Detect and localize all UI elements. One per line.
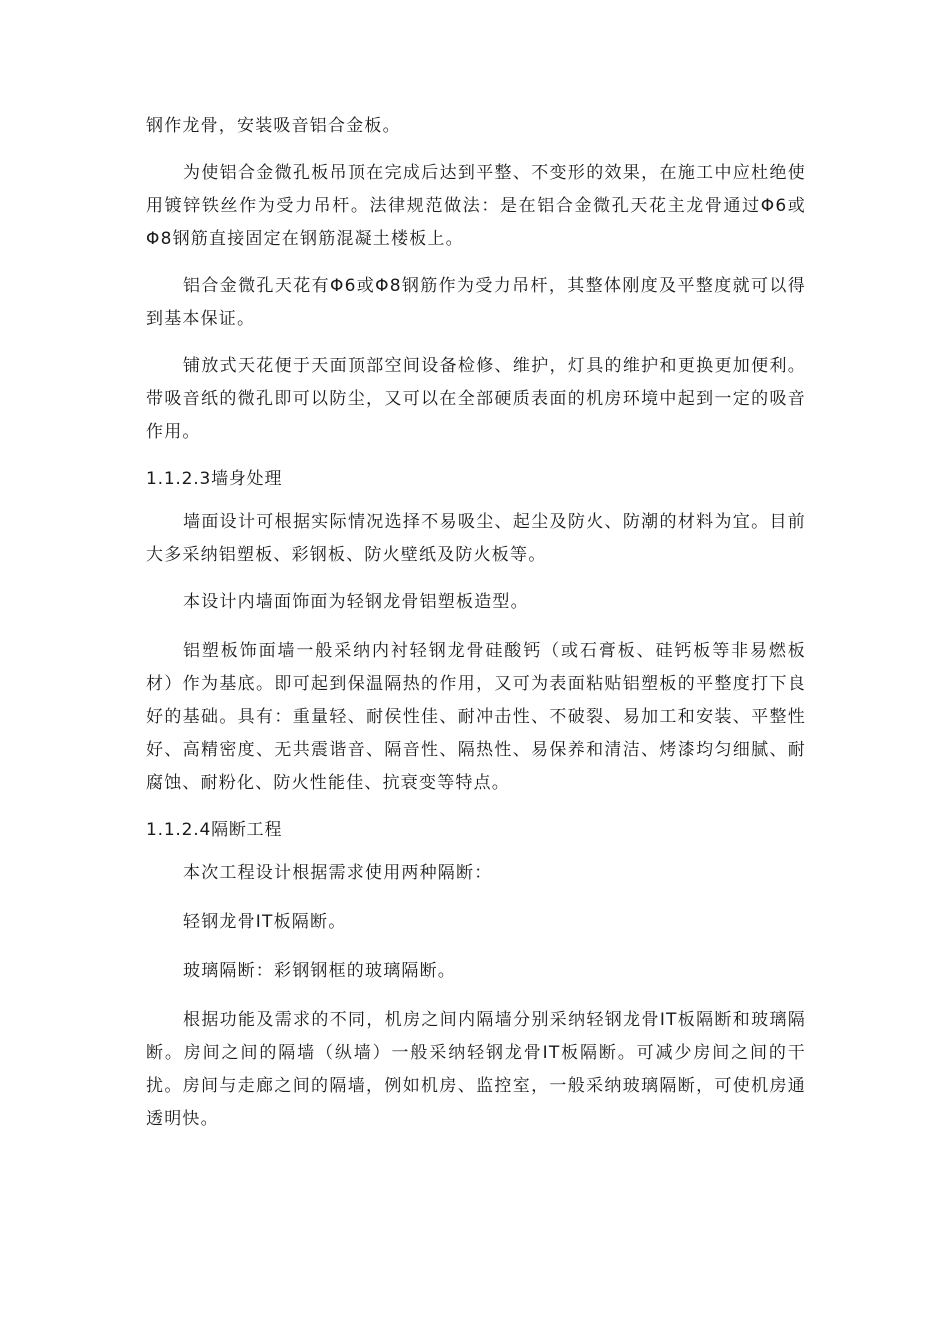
section-heading-partition: 1.1.2.4隔断工程 <box>146 820 283 840</box>
paragraph-wall-materials: 墙面设计可根据实际情况选择不易吸尘、起尘及防火、防潮的材料为宜。目前大多采纳铝塑板、彩钢板、防火壁纸及防火板等。 <box>146 512 806 565</box>
paragraph-wall-features: 铝塑板饰面墙一般采纳内衬轻钢龙骨硅酸钙（或石膏板、硅钙板等非易燃板材）作为基底。即可起到保温隔热的作用，又可为表面粘贴铝塑板的平整度打下良好的基础。具有：重量轻、耐侯性佳、耐冲击性、不破裂、易加工和安装、平整性好、高精密度、无共震谐音、隔音性、隔热性、易保养和清洁、烤漆均匀细腻、耐腐蚀、耐粉化、防火性能佳、抗衰变等特点。 <box>146 641 806 793</box>
paragraph-ceiling-maintenance: 铺放式天花便于天面顶部空间设备检修、维护，灯具的维护和更换更加便利。带吸音纸的微孔即可以防尘，又可以在全部硬质表面的机房环境中起到一定的吸音作用。 <box>146 356 806 442</box>
paragraph-partition-glass: 玻璃隔断：彩钢钢框的玻璃隔断。 <box>183 961 456 981</box>
paragraph-ceiling-keel: 钢作龙骨，安装吸音铝合金板。 <box>146 116 401 136</box>
section-heading-wall: 1.1.2.3墙身处理 <box>146 469 283 489</box>
paragraph-partition-details: 根据功能及需求的不同，机房之间内隔墙分别采纳轻钢龙骨IT板隔断和玻璃隔断。房间之间的隔墙（纵墙）一般采纳轻钢龙骨IT板隔断。可减少房间之间的干扰。房间与走廊之间的隔墙，例如机房、监控室，一般采纳玻璃隔断，可使机房通透明快。 <box>146 1010 806 1129</box>
paragraph-ceiling-rigidity: 铝合金微孔天花有Φ6或Φ8钢筋作为受力吊杆，其整体刚度及平整度就可以得到基本保证。 <box>146 276 806 329</box>
paragraph-partition-it-board: 轻钢龙骨IT板隔断。 <box>183 912 347 932</box>
document-body <box>146 110 806 1150</box>
paragraph-wall-design: 本设计内墙面饰面为轻钢龙骨铝塑板造型。 <box>183 592 529 612</box>
paragraph-ceiling-hanger: 为使铝合金微孔板吊顶在完成后达到平整、不变形的效果，在施工中应杜绝使用镀锌铁丝作为受力吊杆。法律规范做法：是在铝合金微孔天花主龙骨通过Φ6或Φ8钢筋直接固定在钢筋混凝土楼板上。 <box>146 163 806 249</box>
paragraph-partition-intro: 本次工程设计根据需求使用两种隔断： <box>183 863 493 883</box>
